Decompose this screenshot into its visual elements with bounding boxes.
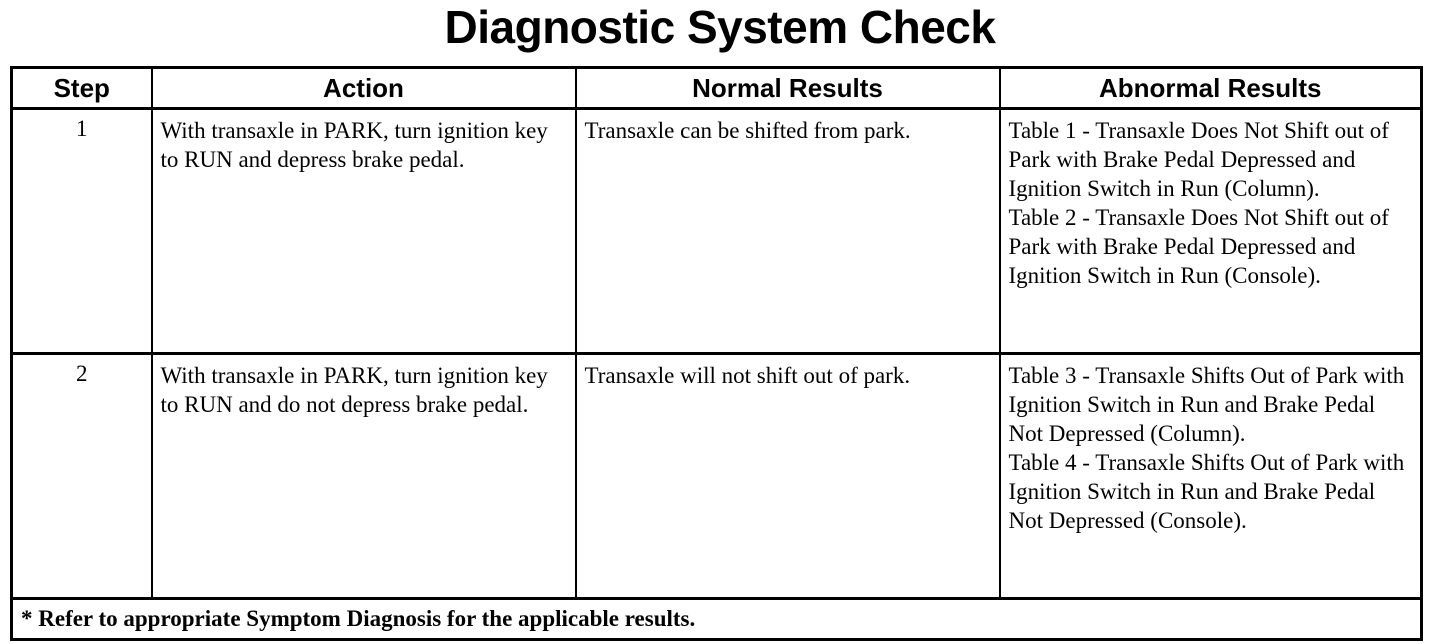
action-cell: With transaxle in PARK, turn ignition key to RUN and depress brake pedal. [152, 109, 576, 354]
table-row [12, 354, 1422, 599]
abnormal-result-entry: Table 4 - Transaxle Shifts Out of Park with Ignition Switch in Run and Brake Pedal Not Depressed (Console). [1008, 450, 1405, 533]
abnormal-result-cell [1000, 109, 1422, 354]
footnote: * Refer to appropriate Symptom Diagnosis for the applicable results. [12, 599, 1422, 640]
page-title: Diagnostic System Check [444, 1, 996, 53]
header-step: Step [12, 68, 152, 109]
diagnostic-table [10, 66, 1423, 641]
table-row [12, 109, 1422, 354]
normal-result-cell: Transaxle will not shift out of park. [576, 354, 1000, 599]
normal-result-cell: Transaxle can be shifted from park. [576, 109, 1000, 354]
footnote-row [12, 599, 1422, 640]
table-header-row [12, 68, 1422, 109]
step-number: 2 [12, 354, 152, 599]
abnormal-result-entry: Table 1 - Transaxle Does Not Shift out of Park with Brake Pedal Depressed and Ignition Switch in Run (Column). [1008, 118, 1389, 201]
header-abnormal-results: Abnormal Results [1000, 68, 1422, 109]
header-normal-results: Normal Results [576, 68, 1000, 109]
abnormal-result-entry: Table 2 - Transaxle Does Not Shift out of Park with Brake Pedal Depressed and Ignition Switch in Run (Console). [1008, 205, 1389, 288]
action-cell: With transaxle in PARK, turn ignition key to RUN and do not depress brake pedal. [152, 354, 576, 599]
abnormal-result-entry: Table 3 - Transaxle Shifts Out of Park with Ignition Switch in Run and Brake Pedal Not Depressed (Column). [1008, 363, 1405, 446]
abnormal-result-cell [1000, 354, 1422, 599]
header-action: Action [152, 68, 576, 109]
step-number: 1 [12, 109, 152, 354]
